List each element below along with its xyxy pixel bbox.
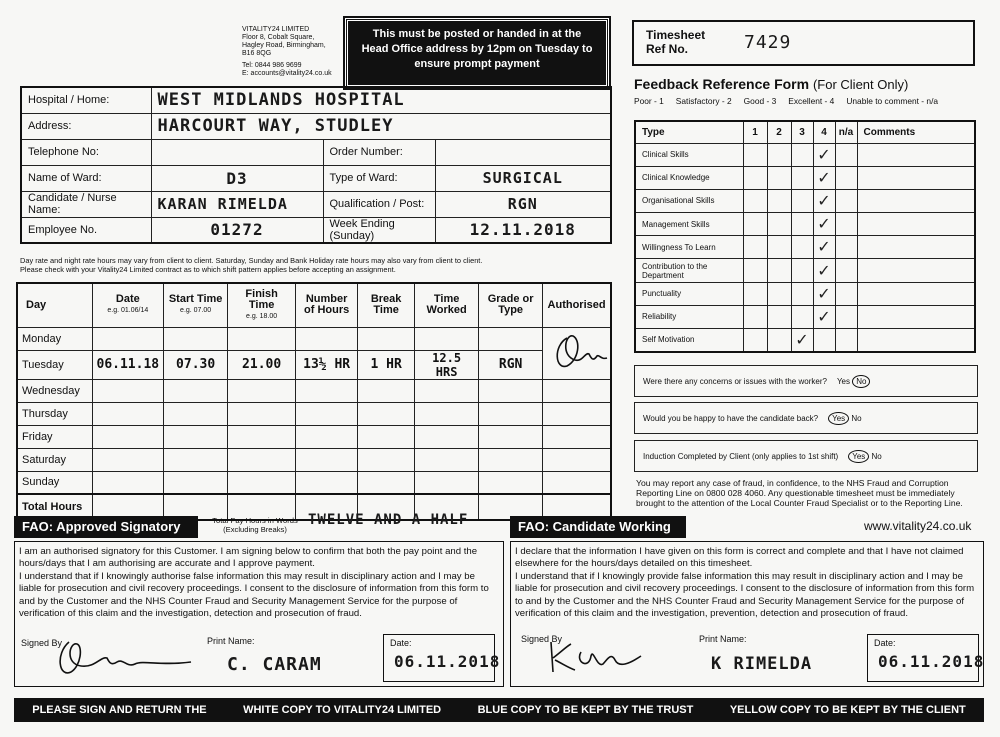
no-option-selected: No — [852, 375, 870, 388]
company-name: VITALITY24 LIMITED — [242, 26, 310, 33]
comment-cell[interactable] — [857, 143, 975, 166]
signatory-print-name[interactable]: C. CARAM — [227, 654, 322, 675]
tuesday-date[interactable]: 06.11.18 — [92, 350, 164, 379]
hospital-details: Hospital / Home: WEST MIDLANDS HOSPITAL Address: HARCOURT WAY, STUDLEY Telephone No: Order Number: Name of Ward: D3 Type of Ward: SURGICAL Candidate / Nurse Name: KARAN RIMELDA Qualification / Post: RGN Employee No. 01272 Week Ending (Sunday) 12.11.2018 — [20, 86, 612, 244]
tuesday-break[interactable]: 1 HR — [358, 350, 415, 379]
table-row: Monday — [17, 327, 611, 350]
total-hours-words[interactable]: TWELVE AND A HALF — [308, 512, 469, 528]
table-row: Tuesday 06.11.18 07.30 21.00 13½ HR 1 HR 12.5 HRS RGN — [17, 350, 611, 379]
signatory-signature-icon[interactable] — [51, 636, 201, 680]
hospital-name[interactable]: WEST MIDLANDS HOSPITAL — [151, 87, 611, 113]
ward-name[interactable]: D3 — [151, 165, 323, 191]
tuesday-grade[interactable]: RGN — [479, 350, 543, 379]
candidate-box: I declare that the information I have given on this form is correct and complete and that I have not claimed elsewhere for the hours/days detailed on this timesheet. I understand that if I knowingly provide false information this may result in disciplinary action and I may be liable for prosecution and civil recovery proceedings. I consent to the disclosure of information from this form to and by the Customer and the NHS Counter Fraud and Security Management Service for the purpose of verification of this claim and the investigation, prevention, detection and prosecution of fraud. Signed By Print Name: K RIMELDA Date: 06.11.2018 — [510, 541, 984, 687]
tick-mark-icon[interactable]: ✓ — [813, 305, 835, 328]
tuesday-hours[interactable]: 13½ HR — [296, 350, 358, 379]
tick-mark-icon[interactable]: ✓ — [813, 213, 835, 236]
table-row: Punctuality ✓ — [635, 282, 975, 305]
feedback-title: Feedback Reference Form — [634, 76, 810, 92]
tuesday-worked[interactable]: 12.5 HRS — [415, 350, 479, 379]
tick-mark-icon[interactable]: ✓ — [813, 143, 835, 166]
feedback-scale: Poor - 1 Satisfactory - 2 Good - 3 Excellent - 4 Unable to comment - n/a — [634, 96, 939, 106]
signatory-date[interactable]: 06.11.2018 — [394, 652, 501, 671]
rate-note: Day rate and night rate hours may vary from client to client. Saturday, Sunday and Bank Holiday rate hours may also vary from client to client. Please check with your Vitality24 Limited contract as to which shift pattern applies before accepting an assignment. — [20, 256, 483, 274]
table-row: Clinical Knowledge ✓ — [635, 166, 975, 189]
authorised-signature[interactable] — [543, 327, 611, 379]
hospital-address[interactable]: HARCOURT WAY, STUDLEY — [151, 113, 611, 139]
table-row: Clinical Skills ✓ — [635, 143, 975, 166]
fraud-notice: You may report any case of fraud, in confidence, to the NHS Fraud and Corruption Reporting Line on 0800 028 4060. Any questionable timesheet must be immediately brought to the attention of the Local Counter Fraud Specialist or to the Reporting Line. — [636, 478, 963, 508]
footer-banner: PLEASE SIGN AND RETURN THE WHITE COPY TO VITALITY24 LIMITED BLUE COPY TO BE KEPT BY THE TRUST YELLOW COPY TO BE KEPT BY THE CLIENT — [14, 698, 984, 722]
company-address: VITALITY24 LIMITED Floor 8, Cobalt Square, Hagley Road, Birmingham, B16 8QG Tel: 0844 986 9699 E: accounts@vitality24.co.uk — [242, 26, 332, 77]
candidate-banner: FAO: Candidate Working — [510, 516, 686, 538]
tick-mark-icon[interactable]: ✓ — [813, 259, 835, 282]
comment-cell[interactable] — [857, 282, 975, 305]
table-row: Thursday — [17, 402, 611, 425]
tick-mark-icon[interactable]: ✓ — [813, 166, 835, 189]
timesheet-ref-number: 7429 — [744, 32, 792, 53]
submission-banner: This must be posted or handed in at the Head Office address by 12pm on Tuesday to ensure prompt payment — [345, 18, 609, 88]
comment-cell[interactable] — [857, 213, 975, 236]
feedback-form: Feedback Reference Form (For Client Only) Poor - 1 Satisfactory - 2 Good - 3 Excellent - 4 Unable to comment - n/a — [634, 76, 980, 106]
comment-cell[interactable] — [857, 189, 975, 212]
feedback-table: Type 1 2 3 4 n/a Comments Clinical Skills ✓ Clinical Knowledge ✓ Organisational Skills ✓ Management Skills ✓ Willingness To Learn ✓ Contribution to the Department ✓ Punctuality ✓ Reliability ✓ Self Motivation ✓ — [634, 120, 976, 353]
signatory-banner: FAO: Approved Signatory — [14, 516, 198, 538]
qualification[interactable]: RGN — [435, 191, 611, 217]
tuesday-start[interactable]: 07.30 — [164, 350, 228, 379]
total-row: Total Hours — [17, 494, 611, 520]
candidate-name[interactable]: KARAN RIMELDA — [151, 191, 323, 217]
table-row: Saturday — [17, 448, 611, 471]
comment-cell[interactable] — [857, 305, 975, 328]
yes-option-selected: Yes — [828, 412, 849, 425]
table-row: Management Skills ✓ — [635, 213, 975, 236]
signature-icon — [545, 330, 611, 374]
comment-cell[interactable] — [857, 166, 975, 189]
tick-mark-icon[interactable]: ✓ — [813, 282, 835, 305]
tick-mark-icon[interactable]: ✓ — [813, 236, 835, 259]
comment-cell[interactable] — [857, 259, 975, 282]
order-number-field[interactable] — [435, 139, 611, 165]
yes-option-selected: Yes — [848, 450, 869, 463]
table-row: Self Motivation ✓ — [635, 329, 975, 352]
candidate-signature-icon[interactable] — [541, 634, 681, 678]
ward-type[interactable]: SURGICAL — [435, 165, 611, 191]
hours-table: Day Date e.g. 01.06/14 Start Time e.g. 07.00 Finish Time e.g. 18.00 Number of Hours Break Time Time Worked Grade or Type Authorised Monday Tuesday 06.11.18 07.30 21.00 13½ HR 1 HR 12.5 HRS RGN Wednesday Thursday Friday Saturday Sunday Total Hours — [16, 282, 612, 521]
candidate-date[interactable]: 06.11.2018 — [878, 652, 985, 671]
question-induction: Induction Completed by Client (only applies to 1st shift) Yes No — [634, 440, 978, 472]
signatory-box: I am an authorised signatory for this Customer. I am signing below to confirm that both the pay point and the hours/days that I am authorising are accurate and I approve payment. I understand that if I knowingly authorise false information this may result in disciplinary action and I may be liable for prosecution and civil recovery proceedings. I consent to the disclosure of information from this form to and by the Customer and the NHS Counter Fraud and Security Management Service for the purpose of verification of this claim and the investigation, detection and prosecution of fraud. Signed By Print Name: C. CARAM Date: 06.11.2018 — [14, 541, 504, 687]
table-row: Sunday — [17, 471, 611, 494]
table-row: Organisational Skills ✓ — [635, 189, 975, 212]
candidate-print-name[interactable]: K RIMELDA — [711, 654, 813, 674]
comment-cell[interactable] — [857, 236, 975, 259]
question-concerns: Were there any concerns or issues with the worker? Yes No — [634, 365, 978, 397]
table-row: Reliability ✓ — [635, 305, 975, 328]
table-row: Friday — [17, 425, 611, 448]
telephone-field[interactable] — [151, 139, 323, 165]
tuesday-finish[interactable]: 21.00 — [228, 350, 296, 379]
table-row: Wednesday — [17, 379, 611, 402]
table-row: Contribution to the Department ✓ — [635, 259, 975, 282]
candidate-date-box: Date: 06.11.2018 — [867, 634, 979, 682]
tick-mark-icon[interactable]: ✓ — [791, 329, 813, 352]
employee-number[interactable]: 01272 — [151, 217, 323, 243]
website[interactable]: www.vitality24.co.uk — [864, 519, 972, 533]
comment-cell[interactable] — [857, 329, 975, 352]
signatory-date-box: Date: 06.11.2018 — [383, 634, 495, 682]
table-row: Willingness To Learn ✓ — [635, 236, 975, 259]
tick-mark-icon[interactable]: ✓ — [813, 189, 835, 212]
week-ending[interactable]: 12.11.2018 — [435, 217, 611, 243]
question-candidate-back: Would you be happy to have the candidate back? Yes No — [634, 402, 978, 434]
timesheet-ref-box: Timesheet Ref No. 7429 — [632, 20, 975, 66]
